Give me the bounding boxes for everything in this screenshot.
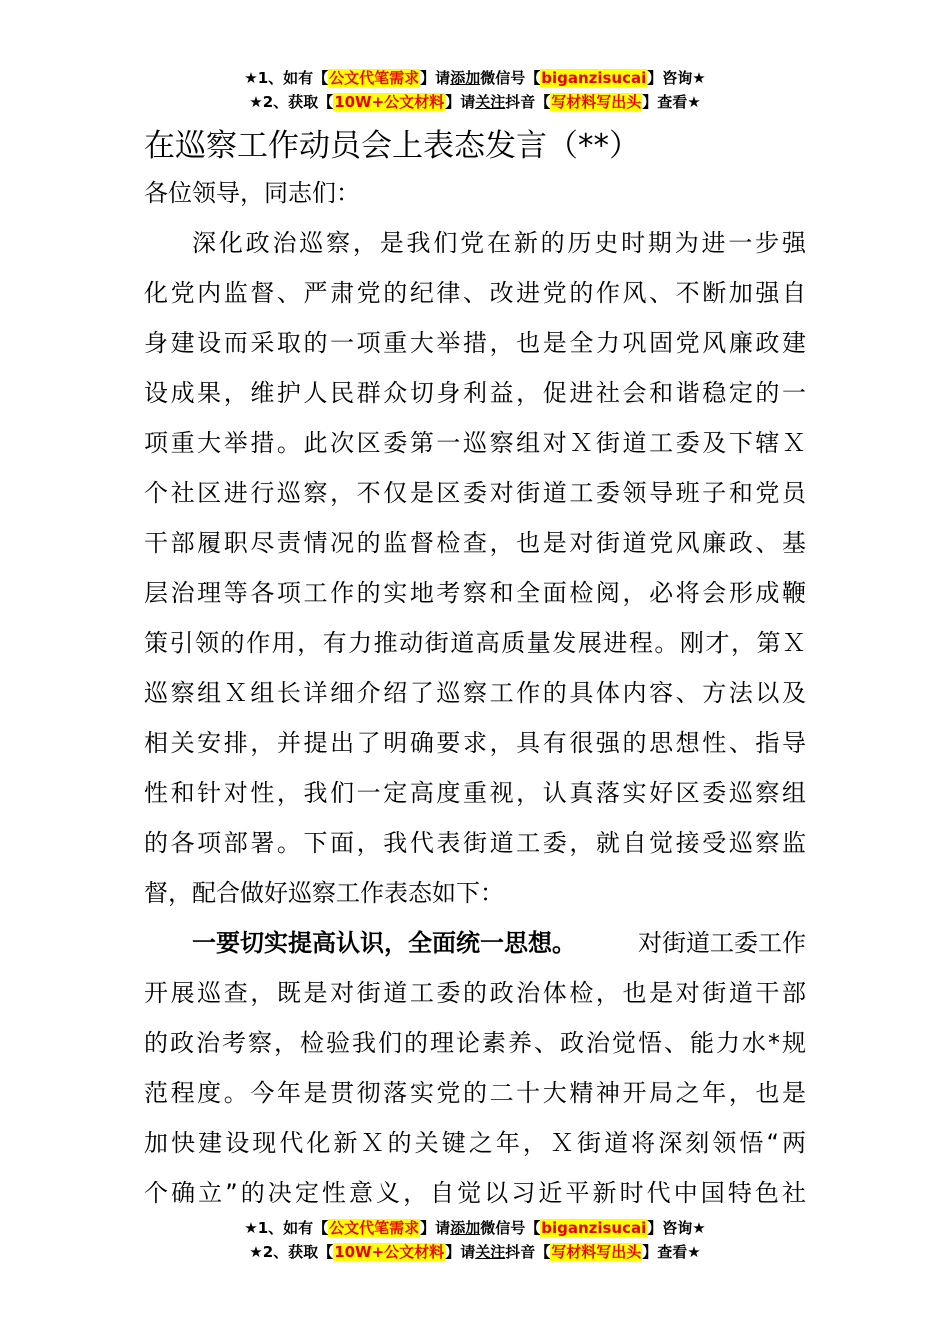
paragraph-line: 项重大举措。此次区委第一巡察组对Ｘ街道工委及下辖Ｘ bbox=[144, 429, 806, 457]
top-banner bbox=[0, 66, 950, 114]
paragraph-line: 范程度。今年是贯彻落实党的二十大精神开局之年，也是 bbox=[144, 1079, 806, 1107]
highlight-materials: 10W+公文材料 bbox=[334, 93, 445, 111]
paragraph-line: 巡察组Ｘ组长详细介绍了巡察工作的具体内容、方法以及 bbox=[144, 679, 806, 707]
paragraph-line: 的各项部署。下面，我代表街道工委，就自觉接受巡察监 bbox=[144, 829, 806, 857]
paragraph-line: 开展巡查，既是对街道工委的政治体检，也是对街道干部 bbox=[144, 979, 806, 1007]
paragraph-line: 设成果，维护人民群众切身利益，促进社会和谐稳定的一 bbox=[144, 379, 806, 407]
highlight-douyin: 写材料写出头 bbox=[551, 93, 642, 111]
paragraph-line: 性和针对性，我们一定高度重视，认真落实好区委巡察组 bbox=[144, 779, 806, 807]
highlight-douyin: 写材料写出头 bbox=[551, 1243, 642, 1261]
paragraph-line: 干部履职尽责情况的监督检查，也是对街道党风廉政、基 bbox=[144, 529, 806, 557]
paragraph-line: 层治理等各项工作的实地考察和全面检阅，必将会形成鞭 bbox=[144, 579, 806, 607]
paragraph-line: 策引领的作用，有力推动街道高质量发展进程。刚才，第Ｘ bbox=[144, 629, 806, 657]
paragraph-heading: 一要切实提高认识，全面统一思想。 bbox=[192, 929, 576, 957]
paragraph-line: 化党内监督、严肃党的纪律、改进党的作风、不断加强自 bbox=[144, 279, 806, 307]
paragraph-line: 身建设而采取的一项重大举措，也是全力巩固党风廉政建 bbox=[144, 329, 806, 357]
paragraph-line: 督，配合做好巡察工作表态如下： bbox=[144, 879, 504, 907]
paragraph-line: 个社区进行巡察，不仅是区委对街道工委领导班子和党员 bbox=[144, 479, 806, 507]
banner-line-1: ★1、如有【公文代笔需求】请添加微信号【biganzisucai】咨询★ bbox=[244, 69, 706, 87]
banner-line-1: ★1、如有【公文代笔需求】请添加微信号【biganzisucai】咨询★ bbox=[244, 1219, 706, 1237]
highlight-service: 公文代笔需求 bbox=[329, 1219, 420, 1237]
paragraph-line: 个确立”的决定性意义，自觉以习近平新时代中国特色社 bbox=[144, 1179, 806, 1207]
bottom-banner bbox=[0, 1216, 950, 1264]
paragraph-line: 相关安排，并提出了明确要求，具有很强的思想性、指导 bbox=[144, 729, 806, 757]
paragraph-line: 深化政治巡察，是我们党在新的历史时期为进一步强 bbox=[192, 229, 806, 257]
paragraph-line: 加快建设现代化新Ｘ的关键之年，Ｘ街道将深刻领悟“两 bbox=[144, 1129, 806, 1157]
document-title: 在巡察工作动员会上表态发言（**） bbox=[144, 128, 640, 164]
salutation: 各位领导，同志们： bbox=[144, 179, 360, 207]
highlight-wechat-id: biganzisucai bbox=[541, 1219, 647, 1237]
banner-line-2: ★2、获取【10W+公文材料】请关注抖音【写材料写出头】查看★ bbox=[249, 93, 701, 111]
paragraph-line: 一要切实提高认识，全面统一思想。 对街道工委工作 bbox=[144, 923, 806, 963]
banner-line-2: ★2、获取【10W+公文材料】请关注抖音【写材料写出头】查看★ bbox=[249, 1243, 701, 1261]
highlight-service: 公文代笔需求 bbox=[329, 69, 420, 87]
highlight-materials: 10W+公文材料 bbox=[334, 1243, 445, 1261]
highlight-wechat-id: biganzisucai bbox=[541, 69, 647, 87]
paragraph-line: 的政治考察，检验我们的理论素养、政治觉悟、能力水*规 bbox=[144, 1029, 806, 1057]
